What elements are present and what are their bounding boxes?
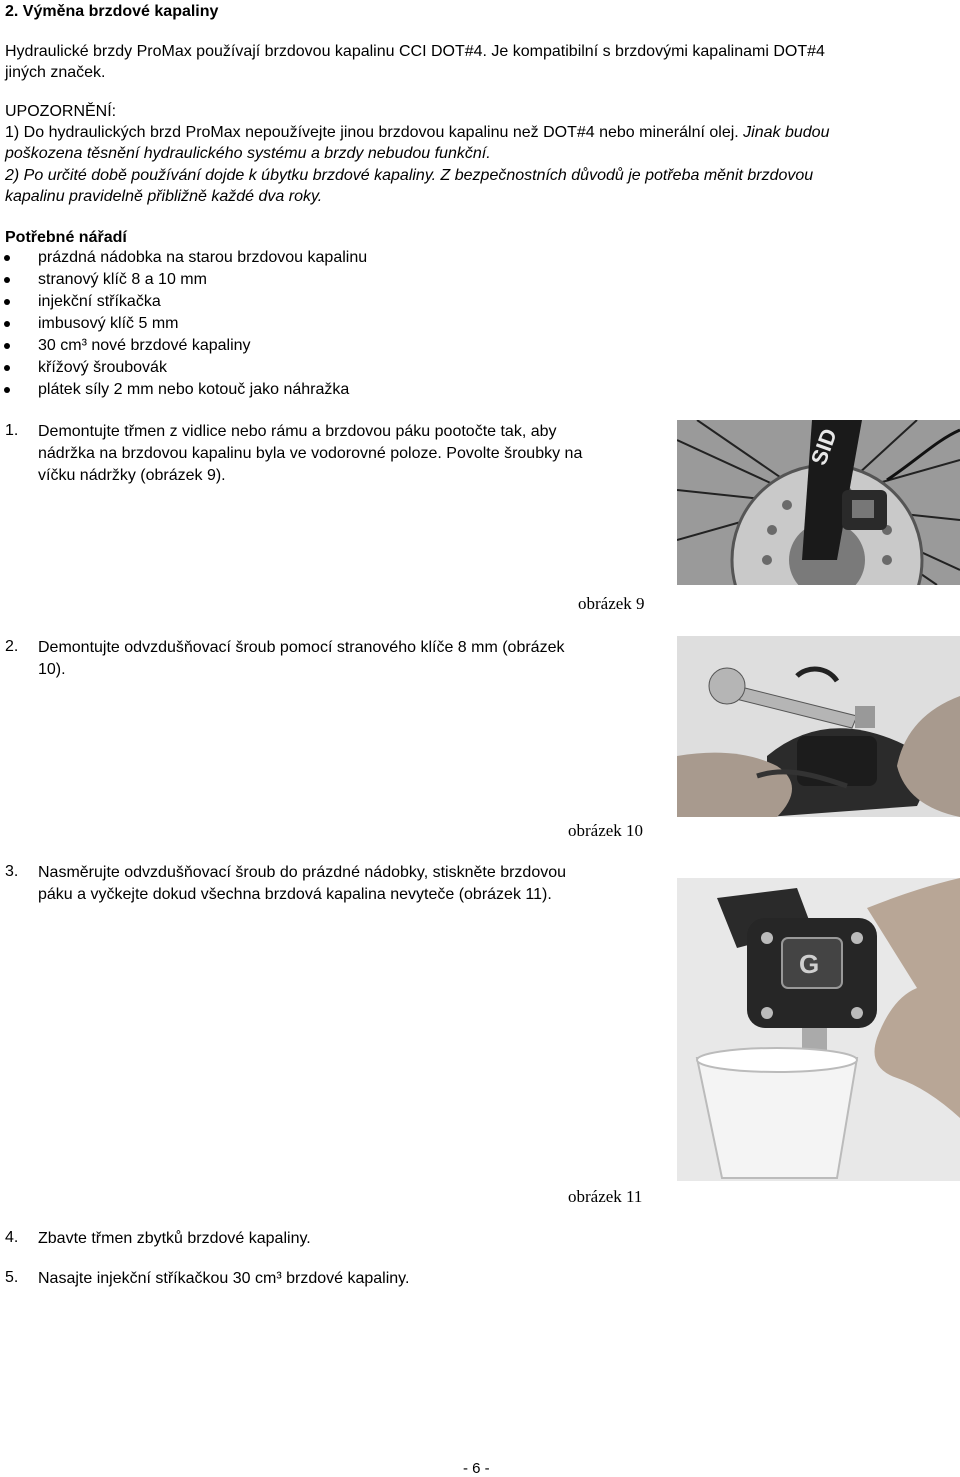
bullet-icon <box>4 299 10 305</box>
wrench-bleed-screw-image <box>677 636 960 817</box>
step-1-line-1: Demontujte třmen z vidlice nebo rámu a brzdovou páku pootočte tak, aby <box>38 423 557 440</box>
warning-line-4: kapalinu pravidelně přibližně každé dva roky. <box>5 188 323 205</box>
warning-line-1 <box>5 123 829 143</box>
step-2-number: 2. <box>5 638 19 655</box>
tools-list-item: 30 cm³ nové brzdové kapaliny <box>38 337 251 354</box>
tools-list-item: prázdná nádobka na starou brzdovou kapalinu <box>38 249 368 266</box>
step-3-number: 3. <box>5 863 19 880</box>
step-5-number: 5. <box>5 1269 19 1286</box>
step-5-line-1: Nasajte injekční stříkačkou 30 cm³ brzdové kapaliny. <box>38 1270 410 1287</box>
section-heading: 2. Výměna brzdové kapaliny <box>5 3 219 20</box>
figure-9-photo <box>677 420 960 585</box>
tools-list-item: stranový klíč 8 a 10 mm <box>38 271 207 288</box>
step-1-number: 1. <box>5 422 19 439</box>
step-1-line-2: nádržka na brzdovou kapalinu byla ve vodorovné poloze. Povolte šroubky na <box>38 445 583 462</box>
step-4-line-1: Zbavte třmen zbytků brzdové kapaliny. <box>38 1230 311 1247</box>
tools-list-item: křížový šroubovák <box>38 359 167 376</box>
svg-text:SID: SID <box>805 425 842 469</box>
intro-line-1: Hydraulické brzdy ProMax používají brzdovou kapalinu CCI DOT#4. Je kompatibilní s brzdovými kapalinami DOT#4 <box>5 43 825 60</box>
step-2-line-2: 10). <box>38 661 66 678</box>
warning-line-2: poškozena těsnění hydraulického systému a brzdy nebudou funkční. <box>5 145 491 162</box>
figure-11-caption: obrázek 11 <box>568 1187 643 1206</box>
warning-line-3: 2) Po určité době používání dojde k úbytku brzdové kapaliny. Z bezpečnostních důvodů je potřeba měnit brzdovou <box>5 167 814 184</box>
tools-list-item: plátek síly 2 mm nebo kotouč jako náhražka <box>38 381 350 398</box>
tools-title: Potřebné nářadí <box>5 229 127 246</box>
bullet-icon <box>4 387 10 393</box>
bullet-icon <box>4 277 10 283</box>
bike-brake-disc-image <box>677 420 960 585</box>
figure-10-photo <box>677 636 960 817</box>
figure-9-caption: obrázek 9 <box>578 594 645 613</box>
step-1-line-3: víčku nádržky (obrázek 9). <box>38 467 226 484</box>
tools-list-item: injekční stříkačka <box>38 293 161 310</box>
tools-list-item: imbusový klíč 5 mm <box>38 315 179 332</box>
step-3-line-2: páku a vyčkejte dokud všechna brzdová kapalina nevyteče (obrázek 11). <box>38 886 552 903</box>
bullet-icon <box>4 255 10 261</box>
step-4-number: 4. <box>5 1229 19 1246</box>
bullet-icon <box>4 365 10 371</box>
figure-11-photo <box>677 878 960 1181</box>
svg-text:G: G <box>799 949 820 979</box>
warning-line-1-normal: 1) Do hydraulických brzd ProMax nepoužívejte jinou brzdovou kapalinu než DOT#4 nebo minerální olej. <box>5 124 744 141</box>
bullet-icon <box>4 321 10 327</box>
page-number: - 6 - <box>463 1460 490 1477</box>
step-3-line-1: Nasměrujte odvzdušňovací šroub do prázdné nádobky, stiskněte brzdovou <box>38 864 567 881</box>
warning-line-1-italic: Jinak budou <box>743 124 830 141</box>
intro-line-2: jiných značek. <box>5 64 106 81</box>
bullet-icon <box>4 343 10 349</box>
step-2-line-1: Demontujte odvzdušňovací šroub pomocí stranového klíče 8 mm (obrázek <box>38 639 565 656</box>
figure-10-caption: obrázek 10 <box>568 821 644 840</box>
warning-title: UPOZORNĚNÍ: <box>5 103 117 120</box>
caliper-cup-image <box>677 878 960 1181</box>
